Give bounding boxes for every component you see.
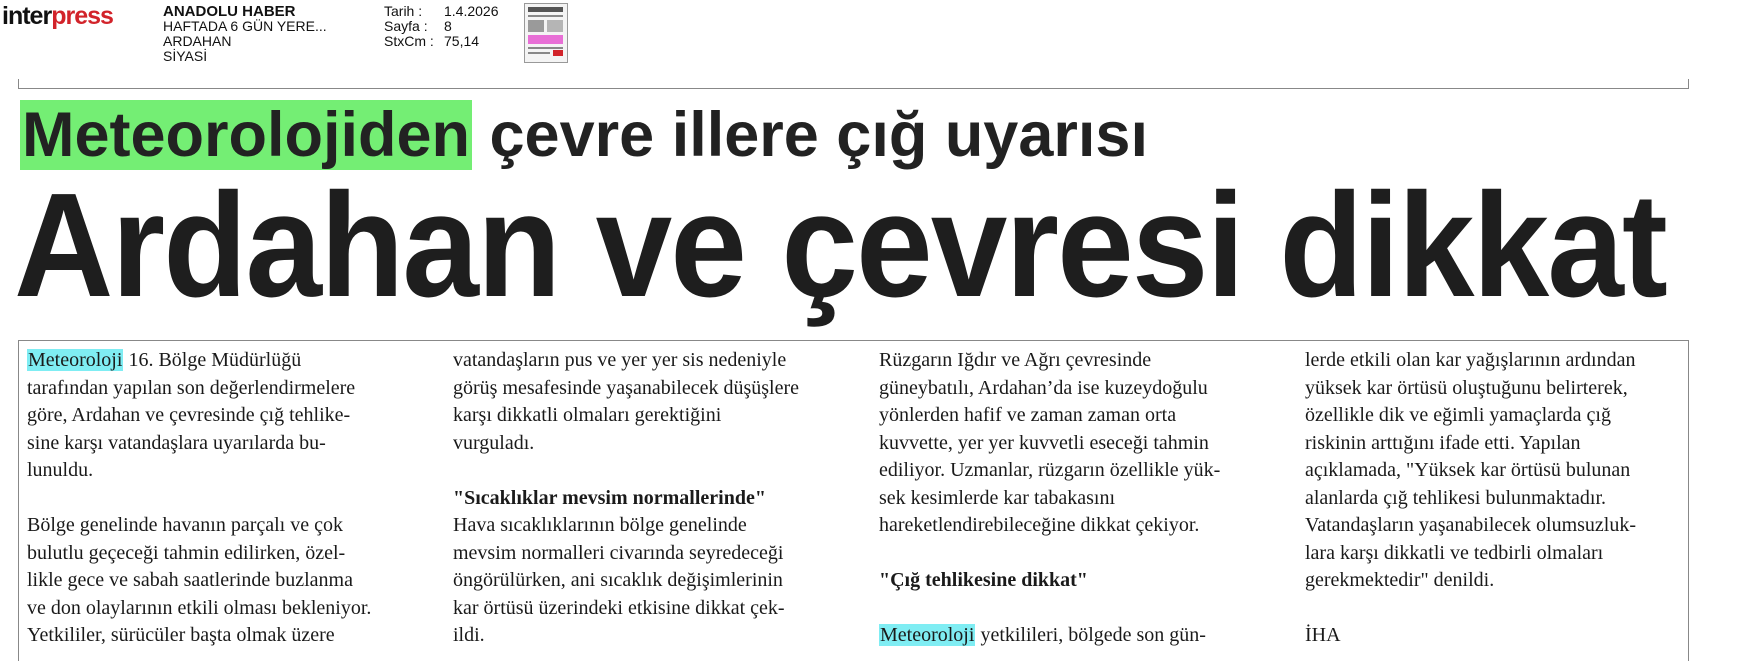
article-line xyxy=(879,622,1299,650)
article-line: yüksek kar örtüsü oluştuğunu belirterek, xyxy=(1305,376,1628,399)
article-line: vatandaşların pus ve yer yer sis nedeniyle xyxy=(453,349,787,371)
meta-page-value: 8 xyxy=(444,18,452,34)
article-line: Vatandaşların yaşanabilecek olumsuzluk- xyxy=(1305,514,1636,536)
article-line: karşı dikkatli olmaları gerektiğini xyxy=(453,404,722,426)
publication-frequency: HAFTADA 6 GÜN YERE... xyxy=(163,18,327,34)
headline-main: Ardahan ve çevresi dikkat xyxy=(14,163,1666,328)
article-line: açıklamada, "Yüksek kar örtüsü bulunan xyxy=(1305,459,1631,481)
meta-date-label: Tarih : xyxy=(384,3,423,19)
article-line: görüş mesafesinde yaşanabilecek düşüşlere xyxy=(453,376,799,399)
article-line: sek kesimlerde kar tabakasını xyxy=(879,486,1116,509)
logo-text-inter: inter xyxy=(2,2,52,30)
article-line: bulutlu geçeceği tahmin edilirken, özel- xyxy=(27,541,346,564)
article-line xyxy=(27,485,447,513)
article-subheading: "Sıcaklıklar mevsim normallerinde" xyxy=(453,486,766,509)
interpress-logo xyxy=(2,4,113,29)
logo-text-press: press xyxy=(51,2,113,30)
article-column-4 xyxy=(1305,347,1725,650)
article-line: öngörülürken, ani sıcaklık değişimlerinin xyxy=(453,569,783,591)
publication-category: SİYASİ xyxy=(163,48,208,64)
article-line: vurguladı. xyxy=(453,431,535,454)
page-thumbnail[interactable] xyxy=(524,3,568,63)
article-line xyxy=(1305,595,1725,623)
top-divider xyxy=(18,88,1689,89)
article-source: İHA xyxy=(1305,624,1341,646)
body-keyword-highlight: Meteoroloji xyxy=(880,624,975,646)
headline-kicker xyxy=(20,100,1148,170)
article-line: mevsim normalleri civarında seyredeceği xyxy=(453,541,784,564)
article-line: likle gece ve sabah saatlerinde buzlanma xyxy=(27,569,353,591)
article-line: özellikle dik ve eğimli yamaçlarda çığ xyxy=(1305,404,1611,426)
meta-page-row xyxy=(384,19,499,34)
body-keyword-highlight: Meteoroloji xyxy=(28,349,123,371)
meta-stxcm-row xyxy=(384,34,499,49)
article-line-text: yetkilileri, bölgede son gün- xyxy=(975,624,1206,646)
meta-date-row xyxy=(384,4,499,19)
article-line: ve don olaylarının etkili olması bekleniyor. xyxy=(27,596,372,619)
publication-name: ANADOLU HABER xyxy=(163,3,296,20)
article-line: güneybatılı, Ardahan’da ise kuzeydoğulu xyxy=(879,376,1208,399)
article-line: ildi. xyxy=(453,624,485,646)
headline-kicker-rest: çevre illere çığ uyarısı xyxy=(472,100,1148,170)
article-line: Bölge genelinde havanın parçalı ve çok xyxy=(27,514,343,536)
article-line: riskinin arttığını ifade etti. Yapılan xyxy=(1305,431,1581,454)
article-line: alanlarda çığ tehlikesi bulunmaktadır. xyxy=(1305,486,1607,509)
clipping-meta xyxy=(384,4,499,49)
headline-keyword-highlight: Meteorolojiden xyxy=(22,100,471,170)
article-line: sine karşı vatandaşlara uyarılarda bu- xyxy=(27,431,326,454)
article-column-3 xyxy=(879,347,1299,650)
article-line: yönlerden hafif ve zaman zaman orta xyxy=(879,404,1177,426)
meta-date-value: 1.4.2026 xyxy=(444,3,499,19)
article-line: Rüzgarın Iğdır ve Ağrı çevresinde xyxy=(879,349,1152,371)
article-line: lunuldu. xyxy=(27,459,94,481)
article-line xyxy=(27,347,447,375)
article-body xyxy=(18,340,1689,661)
article-subheading: "Çığ tehlikesine dikkat" xyxy=(879,569,1088,591)
publication-info xyxy=(163,4,327,64)
article-line: ediliyor. Uzmanlar, rüzgarın özellikle yük- xyxy=(879,459,1221,481)
article-line: gerekmektedir" denildi. xyxy=(1305,569,1495,591)
article-line-text: 16. Bölge Müdürlüğü xyxy=(123,349,302,371)
article-line: kuvvette, yer yer kuvvetli eseceği tahmin xyxy=(879,431,1209,454)
article-line: göre, Ardahan ve çevresinde çığ tehlike- xyxy=(27,404,351,426)
article-line xyxy=(453,457,873,485)
article-line: lara karşı dikkatli ve tedbirli olmaları xyxy=(1305,541,1604,564)
article-line: Hava sıcaklıklarının bölge genelinde xyxy=(453,514,747,536)
publication-city: ARDAHAN xyxy=(163,33,232,49)
article-line xyxy=(879,595,1299,623)
article-line xyxy=(879,540,1299,568)
meta-stxcm-label: StxCm : xyxy=(384,33,434,49)
article-column-2 xyxy=(453,347,873,650)
article-column-1 xyxy=(27,347,447,650)
meta-page-label: Sayfa : xyxy=(384,18,428,34)
article-line: Yetkililer, sürücüler başta olmak üzere xyxy=(27,624,335,646)
article-line: lerde etkili olan kar yağışlarının ardından xyxy=(1305,349,1636,371)
article-line: hareketlendirebileceğine dikkat çekiyor. xyxy=(879,514,1200,536)
meta-stxcm-value: 75,14 xyxy=(444,33,480,49)
article-line: tarafından yapılan son değerlendirmelere xyxy=(27,376,356,399)
article-line: kar örtüsü üzerindeki etkisine dikkat çek- xyxy=(453,596,785,619)
